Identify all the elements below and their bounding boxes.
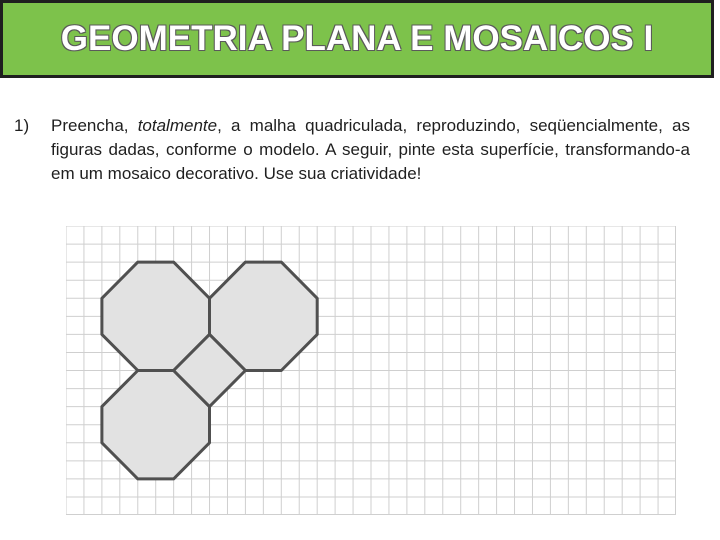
grid-area: [66, 226, 676, 515]
exercise-number: 1): [14, 116, 30, 135]
exercise-text-end: , a malha quadriculada, reproduzindo, seqüencialmente, as figuras dadas, conforme o modelo. A seguir, pinte esta superfície, transformando-a em um mosaico decorativo. Use sua criatividade!: [51, 116, 690, 183]
square-grid: [66, 226, 676, 515]
exercise-text: [51, 114, 690, 186]
title-banner: [0, 0, 714, 78]
page-title: GEOMETRIA PLANA E MOSAICOS I: [60, 19, 654, 58]
exercise-text-emphasis: totalmente: [137, 116, 218, 135]
exercise-text-start: Preencha,: [51, 116, 138, 135]
exercise-1: [14, 114, 690, 186]
